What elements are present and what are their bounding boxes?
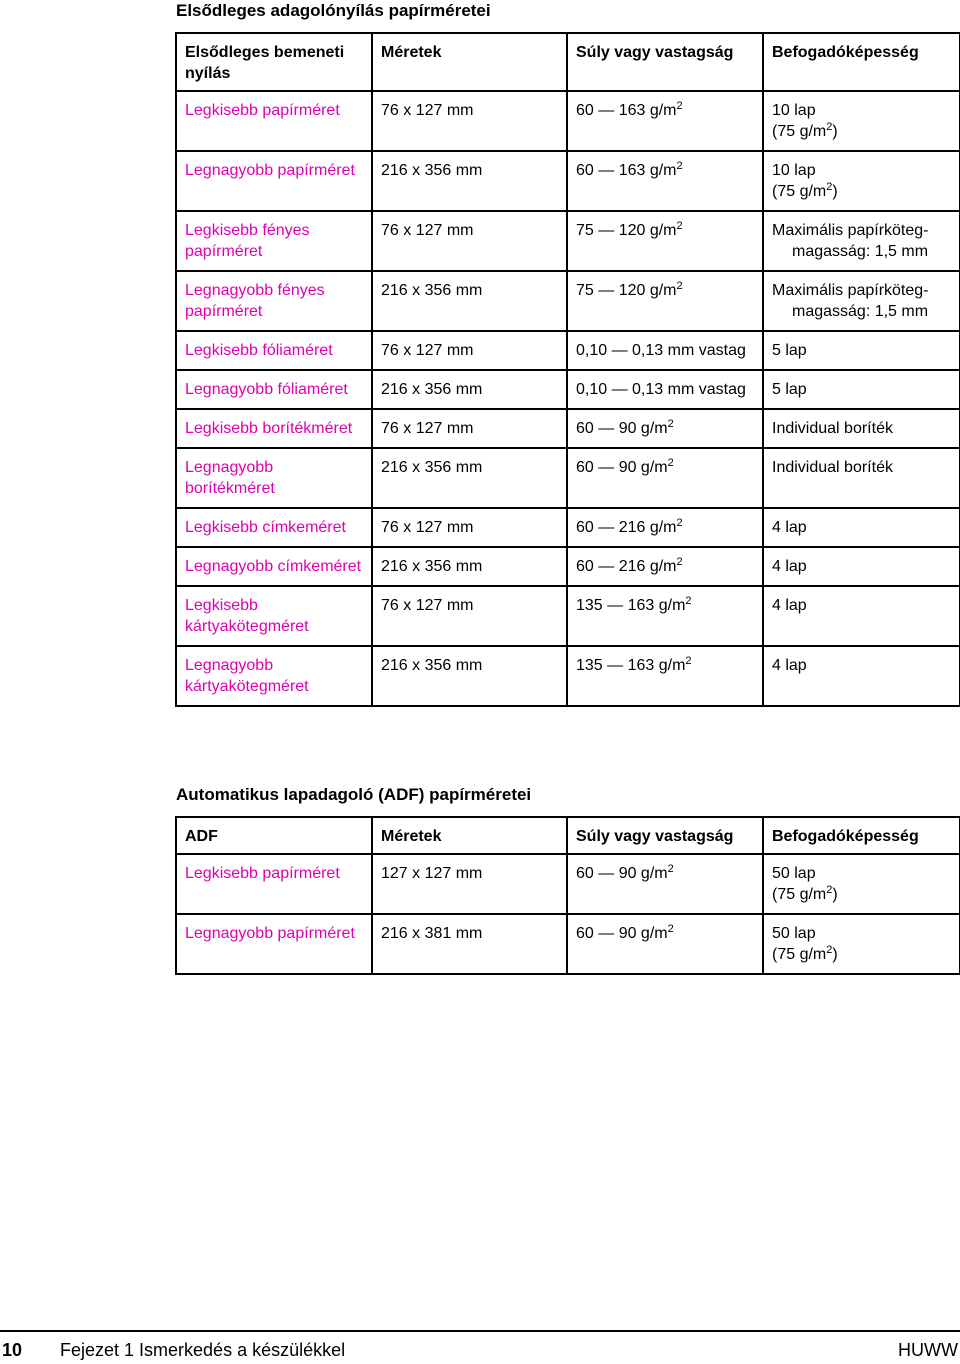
table-row [176,547,960,586]
weight-value: 0,10 — 0,13 mm vastag [576,381,746,398]
capacity-line-1: Maximális papírköteg- [772,282,929,299]
header-dimensions: Méretek [372,817,567,854]
capacity-line-2-end: ) [832,946,838,963]
footer-divider [0,1330,960,1332]
capacity-line-2-end: ) [832,183,838,200]
header-input-slot: Elsődleges bemeneti nyílás [176,33,372,91]
weight-cell [567,448,763,508]
size-cell: 76 x 127 mm [372,508,567,547]
weight-value: 60 — 90 g/m [576,865,668,882]
capacity-line-2-text: (75 g/m [772,123,827,140]
capacity-line-2 [772,241,951,262]
adf-table-body [176,854,960,974]
weight-value: 0,10 — 0,13 mm vastag [576,342,746,359]
table-row [176,151,960,211]
weight-value: 60 — 163 g/m [576,162,677,179]
capacity-line-1: 4 lap [772,657,807,674]
row-label: Legkisebb borítékméret [176,409,372,448]
weight-cell [567,370,763,409]
weight-cell [567,547,763,586]
capacity-cell [763,409,960,448]
table-row [176,448,960,508]
weight-superscript: 2 [667,457,674,469]
row-label: Legkisebb fóliaméret [176,331,372,370]
primary-feed-size-table [175,32,960,707]
capacity-line-2 [772,301,951,322]
capacity-cell [763,91,960,151]
capacity-cell [763,547,960,586]
size-cell: 216 x 356 mm [372,370,567,409]
weight-cell [567,331,763,370]
capacity-line-1: Maximális papírköteg- [772,222,929,239]
capacity-line-1: 10 lap [772,162,816,179]
row-label: Legkisebb kártyakötegméret [176,586,372,646]
size-cell: 76 x 127 mm [372,91,567,151]
footer-chapter-title: Fejezet 1 Ismerkedés a készülékkel [60,1340,346,1360]
size-cell: 216 x 356 mm [372,646,567,706]
weight-superscript: 2 [676,160,683,172]
size-cell: 216 x 356 mm [372,151,567,211]
row-label: Legnagyobb kártyakötegméret [176,646,372,706]
table-row [176,211,960,271]
size-cell: 76 x 127 mm [372,211,567,271]
weight-cell [567,508,763,547]
row-label: Legnagyobb fényes papírméret [176,271,372,331]
capacity-cell [763,211,960,271]
capacity-line-1: Individual boríték [772,459,893,476]
table-row [176,914,960,974]
weight-value: 60 — 216 g/m [576,519,677,536]
row-label: Legkisebb papírméret [176,854,372,914]
weight-value: 75 — 120 g/m [576,222,677,239]
capacity-cell [763,151,960,211]
capacity-line-1: 4 lap [772,597,807,614]
row-label: Legnagyobb papírméret [176,151,372,211]
weight-cell [567,151,763,211]
header-weight: Súly vagy vastagság [567,33,763,91]
table-row [176,271,960,331]
capacity-line-1: 10 lap [772,102,816,119]
capacity-line-2-end: ) [832,886,838,903]
capacity-cell [763,448,960,508]
weight-superscript: 2 [676,220,683,232]
weight-value: 60 — 90 g/m [576,459,668,476]
table-row [176,370,960,409]
capacity-line-2-text: (75 g/m [772,886,827,903]
capacity-line-2 [772,121,951,142]
capacity-line-2 [772,944,951,965]
weight-cell [567,854,763,914]
capacity-superscript: 2 [826,884,833,896]
row-label: Legkisebb fényes papírméret [176,211,372,271]
section-title-adf: Automatikus lapadagoló (ADF) papírméretei [176,785,532,804]
header-adf: ADF [176,817,372,854]
capacity-superscript: 2 [826,121,833,133]
size-cell: 76 x 127 mm [372,409,567,448]
capacity-line-2-text: magasság: 1,5 mm [792,303,929,320]
size-cell: 216 x 356 mm [372,271,567,331]
capacity-line-2-end: ) [832,123,838,140]
table-row [176,91,960,151]
weight-value: 60 — 216 g/m [576,558,677,575]
size-cell: 76 x 127 mm [372,586,567,646]
table-header-row [176,33,960,91]
capacity-cell [763,914,960,974]
section-title-primary-feed: Elsődleges adagolónyílás papírméretei [176,1,491,20]
row-label: Legnagyobb borítékméret [176,448,372,508]
capacity-cell [763,586,960,646]
weight-cell [567,91,763,151]
row-label: Legkisebb papírméret [176,91,372,151]
row-label: Legnagyobb fóliaméret [176,370,372,409]
weight-value: 135 — 163 g/m [576,597,686,614]
capacity-superscript: 2 [826,944,833,956]
capacity-line-1: 5 lap [772,381,807,398]
weight-cell [567,271,763,331]
capacity-cell [763,646,960,706]
weight-superscript: 2 [676,556,683,568]
size-cell: 216 x 356 mm [372,547,567,586]
row-label: Legkisebb címkeméret [176,508,372,547]
capacity-line-1: 50 lap [772,925,816,942]
size-cell: 76 x 127 mm [372,331,567,370]
primary-feed-table-body [176,91,960,706]
capacity-line-1: 4 lap [772,519,807,536]
row-label: Legnagyobb címkeméret [176,547,372,586]
header-capacity: Befogadóképesség [763,817,960,854]
capacity-cell [763,854,960,914]
size-cell: 216 x 356 mm [372,448,567,508]
header-capacity: Befogadóképesség [763,33,960,91]
capacity-line-1: 4 lap [772,558,807,575]
capacity-line-1: Individual boríték [772,420,893,437]
capacity-cell [763,331,960,370]
capacity-line-2 [772,181,951,202]
table-row [176,331,960,370]
capacity-line-1: 5 lap [772,342,807,359]
table-row [176,508,960,547]
capacity-line-2-text: (75 g/m [772,946,827,963]
weight-superscript: 2 [676,280,683,292]
weight-cell [567,409,763,448]
capacity-line-2-text: (75 g/m [772,183,827,200]
weight-value: 75 — 120 g/m [576,282,677,299]
header-weight: Súly vagy vastagság [567,817,763,854]
weight-cell [567,586,763,646]
table-row [176,854,960,914]
capacity-cell [763,508,960,547]
table-row [176,409,960,448]
capacity-superscript: 2 [826,181,833,193]
weight-superscript: 2 [667,418,674,430]
adf-size-table [175,816,960,975]
weight-superscript: 2 [685,655,692,667]
table-row [176,646,960,706]
weight-cell [567,211,763,271]
footer-page-number: 10 [2,1340,23,1360]
weight-cell [567,914,763,974]
row-label: Legnagyobb papírméret [176,914,372,974]
weight-superscript: 2 [685,595,692,607]
capacity-line-2 [772,884,951,905]
footer-document-code: HUWW [898,1340,958,1360]
weight-superscript: 2 [667,923,674,935]
table-row [176,586,960,646]
capacity-line-1: 50 lap [772,865,816,882]
header-dimensions: Méretek [372,33,567,91]
weight-cell [567,646,763,706]
size-cell: 216 x 381 mm [372,914,567,974]
table-header-row [176,817,960,854]
weight-superscript: 2 [676,100,683,112]
capacity-cell [763,370,960,409]
weight-value: 60 — 163 g/m [576,102,677,119]
size-cell: 127 x 127 mm [372,854,567,914]
capacity-line-2-text: magasság: 1,5 mm [792,243,929,260]
weight-value: 135 — 163 g/m [576,657,686,674]
weight-value: 60 — 90 g/m [576,420,668,437]
weight-superscript: 2 [676,517,683,529]
weight-value: 60 — 90 g/m [576,925,668,942]
capacity-cell [763,271,960,331]
weight-superscript: 2 [667,863,674,875]
